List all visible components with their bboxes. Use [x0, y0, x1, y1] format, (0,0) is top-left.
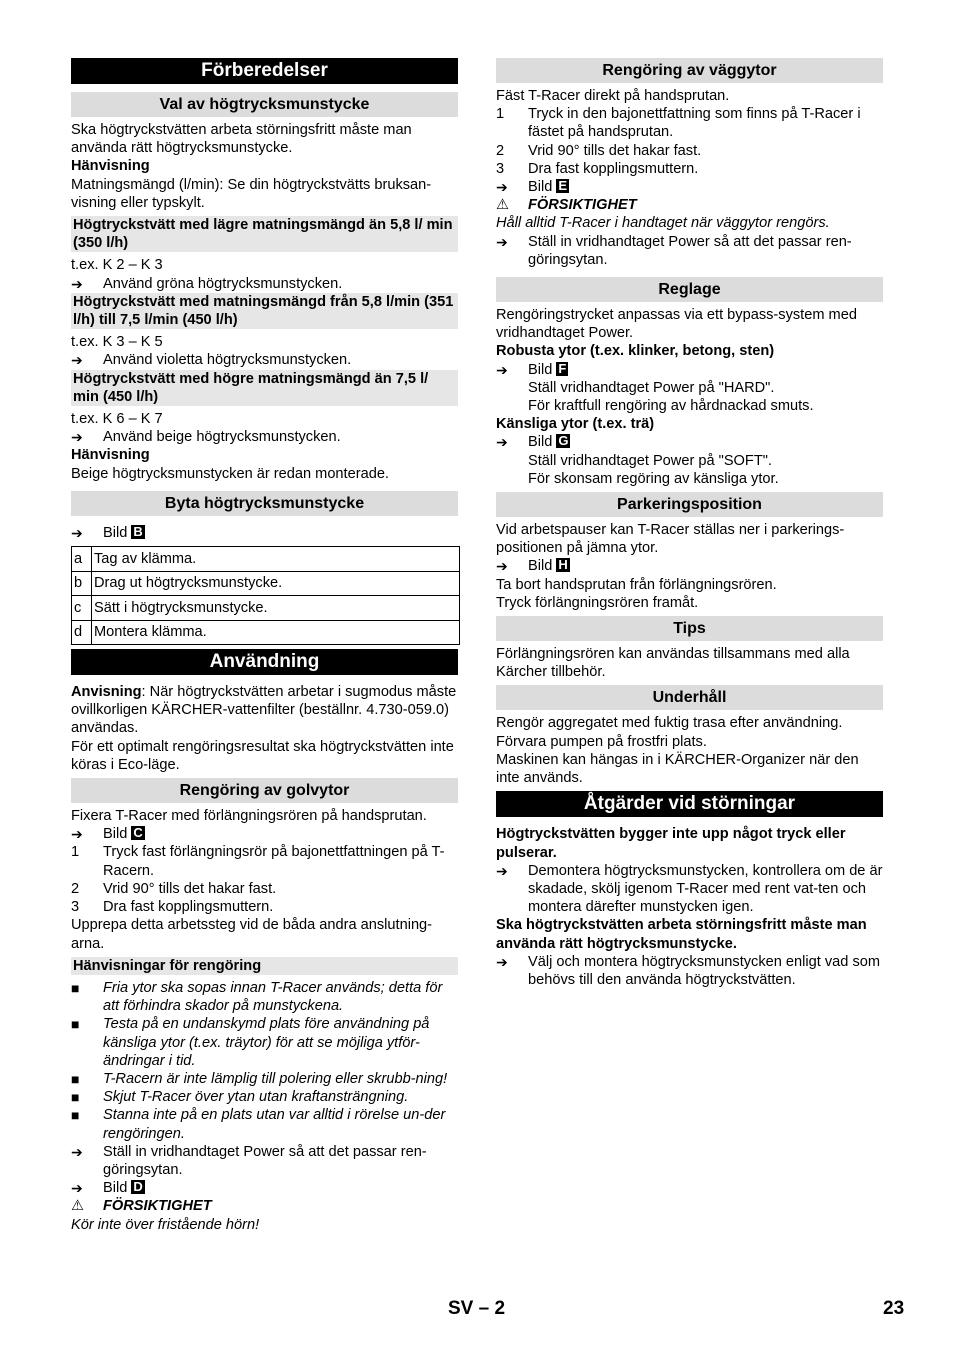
- problem-title: Högtryckstvätten bygger inte upp något tryck eller pulserar.: [496, 826, 846, 861]
- note-title: Hänvisning: [71, 447, 150, 464]
- figure-reference: ➔ Bild H: [496, 557, 568, 575]
- square-bullet-icon: ■: [71, 1089, 80, 1106]
- right-column: [496, 58, 883, 989]
- arrow-right-icon: ➔: [496, 233, 508, 250]
- paragraph: Maskinen kan hängas in i KÄRCHER-Organizer när den inte används.: [496, 751, 859, 787]
- square-bullet-icon: ■: [71, 979, 80, 996]
- indented-text: För kraftfull rengöring av hårdnackad smuts.: [528, 398, 814, 415]
- bullet-item: ■ Fria ytor ska sopas innan T-Racer används; detta för att förhindra skador på munstyckena.: [71, 979, 443, 1015]
- paragraph: Ska högtryckstvätten arbeta störningsfritt måste man använda rätt högtrycksmunstycke.: [71, 122, 412, 157]
- indented-text: Ställ vridhandtaget Power på "HARD".: [528, 379, 775, 396]
- paragraph: Rengör aggregatet med fuktig trasa efter användning.: [496, 715, 843, 732]
- bullet-item: ■ Skjut T-Racer över ytan utan kraftansträngning.: [71, 1089, 409, 1106]
- heading-tips: Tips: [496, 616, 883, 641]
- arrow-right-icon: ➔: [71, 429, 83, 446]
- arrow-right-icon: ➔: [496, 862, 508, 879]
- table-row: d Montera klämma.: [72, 620, 460, 645]
- heading-byta-munstycke: Byta högtrycksmunstycke: [71, 491, 458, 516]
- figure-badge: F: [558, 360, 567, 376]
- arrow-right-icon: ➔: [71, 352, 83, 369]
- figure-badge: B: [133, 523, 143, 539]
- list-item: 1 Tryck in den bajonettfattning som finns på T-Racer i fästet på handsprutan.: [496, 106, 861, 141]
- paragraph: För ett optimalt rengöringsresultat ska högtryckstvätten inte köras i Eco-läge.: [71, 738, 454, 773]
- page-number: 23: [883, 1298, 905, 1319]
- bullet-item: ■ Stanna inte på en plats utan var alltid i rörelse un-der rengöringen.: [71, 1107, 446, 1142]
- paragraph: Fixera T-Racer med förlängningsrören på handsprutan.: [71, 808, 427, 825]
- figure-badge: D: [133, 1179, 143, 1195]
- action-item: ➔ Ställ in vridhandtaget Power så att det passar ren-göringsytan.: [71, 1143, 427, 1178]
- caution-heading: ⚠ FÖRSIKTIGHET: [71, 1198, 212, 1215]
- list-item: 3 Dra fast kopplingsmuttern.: [71, 899, 274, 916]
- left-column: [71, 58, 458, 1234]
- paragraph: Förlängningsrören kan användas tillsammans med alla Kärcher tillbehör.: [496, 646, 850, 681]
- paragraph: Ta bort handsprutan från förlängningsrören.: [496, 576, 777, 593]
- action-item: ➔ Välj och montera högtrycksmunstycken enligt vad som behövs till den använda högtryckstvätten.: [496, 953, 881, 988]
- figure-reference: ➔ Bild B: [71, 523, 143, 541]
- example-text: t.ex. K 3 – K 5: [71, 334, 163, 351]
- list-item: 3 Dra fast kopplingsmuttern.: [496, 160, 699, 177]
- figure-badge: G: [558, 433, 569, 449]
- action-item: ➔ Ställ in vridhandtaget Power så att det passar ren-göringsytan.: [496, 233, 852, 268]
- indented-text: För skonsam regöring av känsliga ytor.: [528, 470, 779, 487]
- list-item: 2 Vrid 90° tills det hakar fast.: [71, 880, 277, 897]
- figure-reference: ➔ Bild F: [496, 360, 567, 378]
- figure-badge: E: [558, 178, 568, 194]
- paragraph: Förvara pumpen på frostfri plats.: [496, 733, 707, 750]
- heading-parkeringsposition: Parkeringsposition: [496, 492, 883, 517]
- table-row: c Sätt i högtrycksmunstycke.: [72, 596, 460, 621]
- figure-badge: C: [133, 825, 143, 841]
- arrow-right-icon: ➔: [71, 524, 83, 541]
- arrow-right-icon: ➔: [71, 826, 83, 843]
- square-bullet-icon: ■: [71, 1070, 80, 1087]
- figure-badge: H: [558, 557, 568, 573]
- figure-reference: ➔ Bild G: [496, 433, 569, 451]
- table-row: b Drag ut högtrycksmunstycke.: [72, 571, 460, 596]
- action-item: ➔ Använd beige högtrycksmunstycken.: [71, 429, 341, 446]
- bullet-item: ■ Testa på en undanskymd plats före användning på känsliga ytor (t.ex. träytor) för att se möjliga ytför-ändringar i tid.: [71, 1016, 430, 1069]
- caution-text: Håll alltid T-Racer i handtaget när väggytor rengörs.: [496, 215, 830, 232]
- arrow-right-icon: ➔: [496, 953, 508, 970]
- figure-reference: ➔ Bild E: [496, 178, 568, 196]
- subsection-title: Känsliga ytor (t.ex. trä): [496, 416, 655, 433]
- paragraph: Vid arbetspauser kan T-Racer ställas ner i parkerings-positionen på jämna ytor.: [496, 522, 845, 557]
- arrow-right-icon: ➔: [496, 179, 508, 196]
- paragraph: Fäst T-Racer direkt på handsprutan.: [496, 88, 730, 104]
- action-item: ➔ Använd violetta högtrycksmunstycken.: [71, 352, 352, 369]
- heading-reglage: Reglage: [496, 277, 883, 302]
- caution-text: Kör inte över fristående hörn!: [71, 1216, 260, 1233]
- subheading: Hänvisningar för rengöring: [71, 957, 458, 975]
- subheading: Högtryckstvätt med lägre matningsmängd än 5,8 l/ min (350 l/h): [71, 216, 458, 252]
- arrow-right-icon: ➔: [71, 275, 83, 292]
- caution-heading: ⚠ FÖRSIKTIGHET: [496, 197, 637, 214]
- problem-title: Ska högtryckstvätten arbeta störningsfritt måste man använda rätt högtrycksmunstycke.: [496, 917, 867, 952]
- paragraph: Tryck förlängningsrören framåt.: [496, 594, 699, 611]
- table-row: a Tag av klämma.: [72, 547, 460, 572]
- arrow-right-icon: ➔: [71, 1180, 83, 1197]
- figure-reference: ➔ Bild C: [71, 825, 143, 843]
- arrow-right-icon: ➔: [496, 558, 508, 575]
- steps-table: [71, 546, 460, 645]
- action-item: ➔ Demontera högtrycksmunstycken, kontrollera om de är skadade, skölj igenom T-Racer med rent vat-ten och montera därefter munstycken igen.: [496, 862, 883, 916]
- list-item: 2 Vrid 90° tills det hakar fast.: [496, 142, 702, 159]
- list-item: 1 Tryck fast förlängningsrör på bajonettfattningen på T-Racern.: [71, 844, 445, 879]
- heading-forberedelser: Förberedelser: [71, 58, 458, 84]
- note-text: Beige högtrycksmunstycken är redan monterade.: [71, 465, 389, 482]
- instruction-text: Anvisning: När högtryckstvätten arbetar i sugmodus måste ovillkorligen KÄRCHER-vattenfilter (beställnr. 4.730-059.0) användas.: [71, 684, 457, 737]
- example-text: t.ex. K 2 – K 3: [71, 257, 163, 274]
- subheading: Högtryckstvätt med matningsmängd från 5,8 l/min (351 l/h) till 7,5 l/min (450 l/h): [71, 293, 458, 329]
- note-text: Matningsmängd (l/min): Se din högtryckstvätts bruksan-visning eller typskylt.: [71, 176, 432, 211]
- square-bullet-icon: ■: [71, 1016, 80, 1033]
- heading-vaggytor: Rengöring av väggytor: [496, 58, 883, 83]
- heading-anvandning: Användning: [71, 649, 458, 675]
- warning-triangle-icon: ⚠: [71, 1198, 85, 1215]
- heading-golvytor: Rengöring av golvytor: [71, 778, 458, 803]
- footer-language-page: SV – 2: [448, 1298, 506, 1319]
- figure-reference: ➔ Bild D: [71, 1179, 143, 1197]
- heading-underhall: Underhåll: [496, 685, 883, 710]
- subheading: Högtryckstvätt med högre matningsmängd än 7,5 l/ min (450 l/h): [71, 370, 458, 406]
- arrow-right-icon: ➔: [496, 434, 508, 451]
- square-bullet-icon: ■: [71, 1107, 80, 1124]
- arrow-right-icon: ➔: [496, 361, 508, 378]
- subsection-title: Robusta ytor (t.ex. klinker, betong, sten): [496, 343, 775, 360]
- warning-triangle-icon: ⚠: [496, 197, 510, 214]
- heading-val-av-munstycke: Val av högtrycksmunstycke: [71, 92, 458, 117]
- arrow-right-icon: ➔: [71, 1143, 83, 1160]
- paragraph: Upprepa detta arbetssteg vid de båda andra anslutning-arna.: [71, 917, 433, 952]
- example-text: t.ex. K 6 – K 7: [71, 411, 163, 428]
- indented-text: Ställ vridhandtaget Power på "SOFT".: [528, 452, 772, 469]
- paragraph: Rengöringstrycket anpassas via ett bypass-system med vridhandtaget Power.: [496, 307, 857, 342]
- action-item: ➔ Använd gröna högtrycksmunstycken.: [71, 275, 343, 292]
- note-title: Hänvisning: [71, 158, 150, 175]
- bullet-item: ■ T-Racern är inte lämplig till polering eller skrubb-ning!: [71, 1070, 448, 1087]
- heading-atgarder: Åtgärder vid störningar: [496, 791, 883, 817]
